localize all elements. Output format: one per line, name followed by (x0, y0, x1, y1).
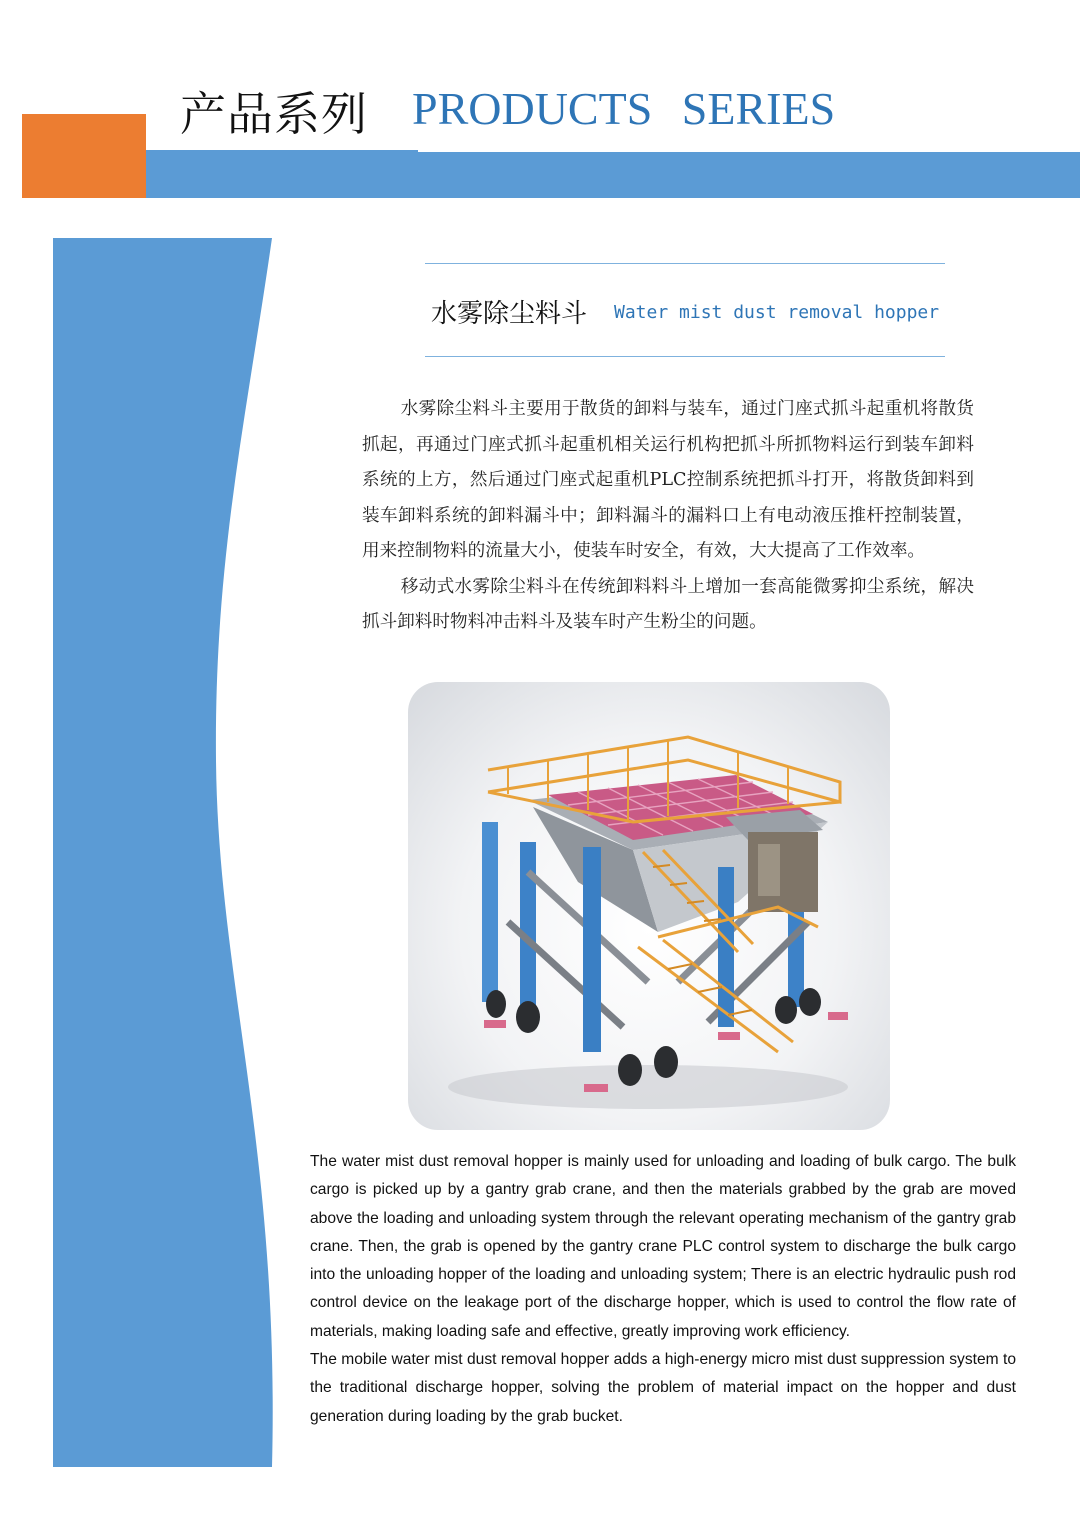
header-band-line (146, 150, 418, 153)
product-title-cn: 水雾除尘料斗 (431, 299, 588, 329)
header-title-en: PRODUCTS SERIES (412, 83, 836, 134)
header-blue-band (146, 152, 1080, 198)
header-title-cn: 产品系列 (180, 87, 368, 141)
orange-accent-block (22, 114, 146, 198)
title-rule-bottom (425, 356, 945, 357)
description-cn-paragraph: 水雾除尘料斗主要用于散货的卸料与装车，通过门座式抓斗起重机将散货抓起，再通过门座式抓斗起重机相关运行机构把抓斗所抓物料运行到装车卸料系统的上方，然后通过门座式起重机PLC控制系统把抓斗打开，将散货卸料到装车卸料系统的卸料漏斗中；卸料漏斗的漏料口上有电动液压推杆控制装置，用来控制物料的流量大小，使装车时安全，有效，大大提高了工作效率。 (362, 399, 974, 561)
product-title-en: Water mist dust removal hopper (614, 302, 940, 323)
description-cn-paragraph: 移动式水雾除尘料斗在传统卸料料斗上增加一套高能微雾抑尘系统，解决抓斗卸料时物料冲击料斗及装车时产生粉尘的问题。 (362, 576, 974, 632)
product-image (408, 682, 890, 1130)
title-rule-top (425, 263, 945, 264)
description-en-paragraph: The mobile water mist dust removal hopper adds a high-energy micro mist dust suppression system to the traditional discharge hopper, solving the problem of material impact on the hopper and dust generation during loading by the grab bucket. (310, 1351, 1016, 1425)
description-en-paragraph: The water mist dust removal hopper is mainly used for unloading and loading of bulk cargo. The bulk cargo is picked up by a gantry grab crane, and then the materials grabbed by the grab are moved above the loading and unloading system through the relevant operating mechanism of the gantry grab crane. Then, the grab is opened by the gantry crane PLC control system to discharge the bulk cargo into the unloading hopper of the loading and unloading system; There is an electric hydraulic push rod control device on the leakage port of the discharge hopper, which is used to control the flow rate of materials, making loading safe and effective, greatly improving work efficiency. (310, 1153, 1016, 1340)
hopper-illustration (408, 682, 890, 1130)
description-cn (362, 392, 974, 641)
description-en (310, 1148, 1016, 1431)
